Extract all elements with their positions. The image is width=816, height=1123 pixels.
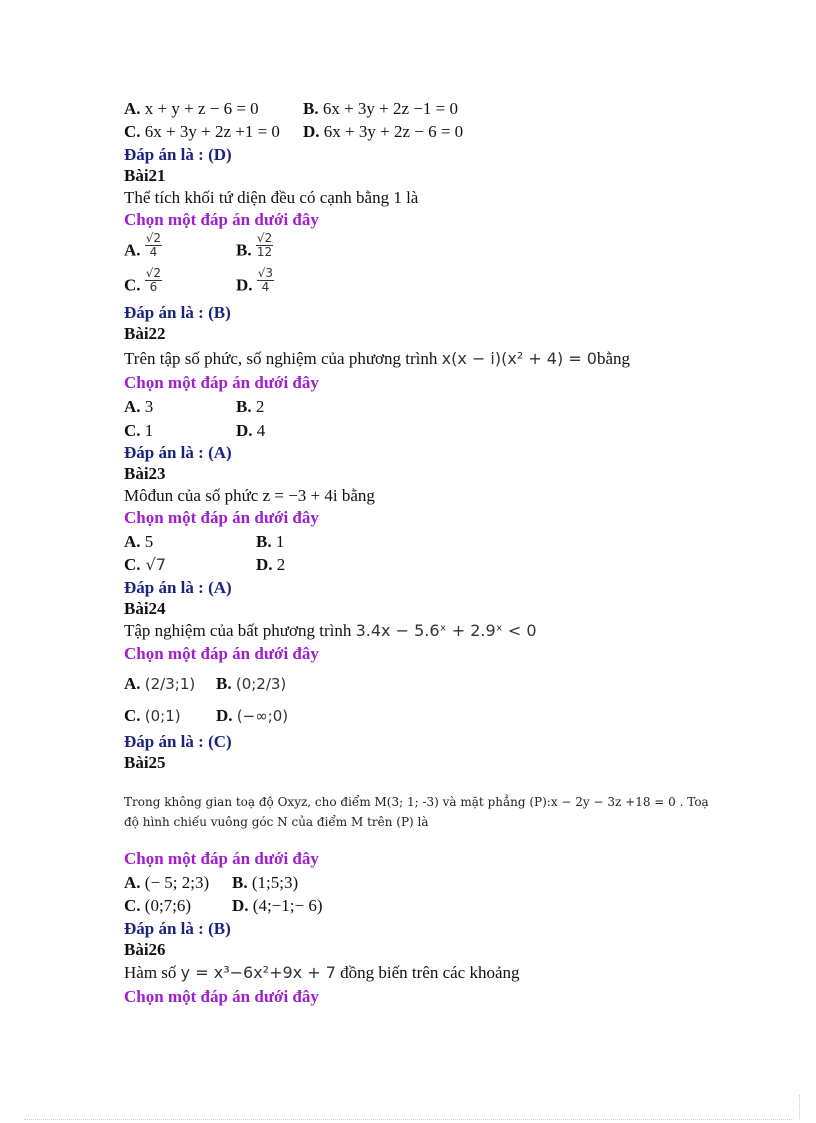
q24-opt-a-label: A.	[124, 674, 141, 693]
q22-opt-b-label: B.	[236, 397, 252, 416]
q25-opt-d	[232, 895, 322, 917]
q20-opt-c-label: C.	[124, 122, 141, 141]
q25-question-line2: độ hình chiếu vuông góc N của điểm M trên (P) là	[124, 815, 429, 829]
q23-opt-d	[256, 554, 285, 576]
q24-prompt: Chọn một đáp án dưới đây	[124, 644, 319, 663]
q24-opt-b	[216, 673, 286, 695]
q21-opt-a-label: A.	[124, 240, 141, 260]
q22-opt-c-value: 1	[140, 421, 154, 440]
q26-question-pre: Hàm số	[124, 963, 181, 982]
q24-title: Bài24	[124, 599, 166, 618]
q25-answer: Đáp án là : (B)	[124, 919, 231, 938]
q20-opt-b	[303, 98, 458, 120]
q20-opt-a-text: x + y + z − 6 = 0	[140, 99, 259, 118]
q21-title: Bài21	[124, 166, 166, 185]
q20-opt-b-label: B.	[303, 99, 319, 118]
q24-question	[124, 620, 537, 642]
q22-opt-d-label: D.	[236, 421, 253, 440]
q25-opt-b-label: B.	[232, 873, 248, 892]
q23-prompt: Chọn một đáp án dưới đây	[124, 508, 319, 527]
q25-opt-a-label: A.	[124, 873, 141, 892]
q21-opt-a-den: 4	[149, 245, 158, 259]
q23-opt-d-label: D.	[256, 555, 273, 574]
q21-opt-c	[124, 267, 162, 296]
q26-prompt: Chọn một đáp án dưới đây	[124, 987, 319, 1006]
q24-answer: Đáp án là : (C)	[124, 732, 232, 751]
q22-opt-a	[124, 396, 153, 418]
q22-opt-a-label: A.	[124, 397, 141, 416]
q25-opt-a	[124, 872, 209, 894]
q22-equation: x(x − i)(x² + 4) = 0	[441, 349, 597, 368]
q22-opt-a-value: 3	[140, 397, 154, 416]
q24-opt-b-value: (0;2/3)	[235, 675, 287, 693]
q21-opt-b-fraction	[256, 232, 273, 259]
q22-question-pre: Trên tập số phức, số nghiệm của phương trình	[124, 349, 442, 368]
page-bottom-border	[24, 1119, 792, 1120]
q26-question-post: đồng biến trên các khoảng	[340, 963, 520, 982]
q26-question	[124, 962, 520, 984]
page-corner-mark	[799, 1095, 801, 1119]
q24-question-pre: Tập nghiệm của bất phương trình	[124, 621, 356, 640]
q25-opt-d-value: (4;−1;− 6)	[248, 896, 323, 915]
q25-opt-b-value: (1;5;3)	[247, 873, 299, 892]
q22-opt-d-value: 4	[252, 421, 266, 440]
q23-opt-b	[256, 531, 284, 553]
q23-question: Môđun của số phức z = −3 + 4i bằng	[124, 486, 375, 505]
q25-question-line1: Trong không gian toạ độ Oxyz, cho điểm M(3; 1; -3) và mặt phẳng (P):x − 2y − 3z +18 = 0 . Toạ	[124, 795, 709, 809]
q24-opt-c	[124, 705, 181, 727]
q20-opt-d-label: D.	[303, 122, 320, 141]
q22-answer: Đáp án là : (A)	[124, 443, 232, 462]
q23-opt-c-label: C.	[124, 555, 141, 574]
q23-opt-c	[124, 554, 166, 576]
q22-opt-c-label: C.	[124, 421, 141, 440]
q24-equation: 3.4x − 5.6ˣ + 2.9ˣ < 0	[355, 621, 537, 640]
q21-opt-a	[124, 232, 162, 261]
q23-opt-b-label: B.	[256, 532, 272, 551]
q20-answer: Đáp án là : (D)	[124, 145, 232, 164]
q20-opt-a-label: A.	[124, 99, 141, 118]
q21-opt-c-label: C.	[124, 275, 141, 295]
q25-opt-a-value: (− 5; 2;3)	[140, 873, 210, 892]
q21-opt-c-den: 6	[149, 280, 158, 294]
q22-opt-c	[124, 420, 153, 442]
q21-opt-d-fraction	[257, 267, 274, 294]
q22-question-post: bằng	[596, 349, 631, 368]
q21-opt-b	[236, 232, 273, 261]
q21-opt-d-label: D.	[236, 275, 253, 295]
q21-opt-a-fraction	[145, 232, 162, 259]
q21-opt-b-label: B.	[236, 240, 252, 260]
q23-opt-a	[124, 531, 153, 553]
q22-question	[124, 348, 630, 370]
q25-title: Bài25	[124, 753, 166, 772]
q25-opt-b	[232, 872, 298, 894]
q22-opt-d	[236, 420, 265, 442]
q22-prompt: Chọn một đáp án dưới đây	[124, 373, 319, 392]
q21-opt-c-num: √2	[145, 266, 162, 280]
q25-opt-c-label: C.	[124, 896, 141, 915]
q22-title: Bài22	[124, 324, 166, 343]
q23-answer: Đáp án là : (A)	[124, 578, 232, 597]
q20-opt-c-text: 6x + 3y + 2z +1 = 0	[140, 122, 280, 141]
q24-opt-d-value: (−∞;0)	[236, 707, 289, 725]
q20-opt-b-text: 6x + 3y + 2z −1 = 0	[318, 99, 458, 118]
q21-opt-a-num: √2	[145, 231, 162, 245]
q24-opt-a-value: (2/3;1)	[144, 675, 196, 693]
q21-opt-d-num: √3	[257, 266, 274, 280]
q23-opt-a-value: 5	[140, 532, 154, 551]
q22-opt-b	[236, 396, 264, 418]
q24-opt-b-label: B.	[216, 674, 232, 693]
q21-opt-b-num: √2	[256, 231, 273, 245]
q25-opt-c-value: (0;7;6)	[140, 896, 192, 915]
q24-opt-c-label: C.	[124, 706, 141, 725]
q20-options-row1	[124, 98, 259, 120]
q26-equation: y = x³−6x²+9x + 7	[180, 963, 336, 982]
q21-prompt: Chọn một đáp án dưới đây	[124, 210, 319, 229]
q21-opt-b-den: 12	[256, 245, 273, 259]
q25-prompt: Chọn một đáp án dưới đây	[124, 849, 319, 868]
q21-opt-c-fraction	[145, 267, 162, 294]
q21-question: Thể tích khối tứ diện đều có cạnh bằng 1 là	[124, 188, 419, 207]
q21-opt-d	[236, 267, 274, 296]
q23-opt-b-value: 1	[271, 532, 285, 551]
q23-opt-d-value: 2	[272, 555, 286, 574]
q24-opt-d	[216, 705, 288, 727]
q25-opt-d-label: D.	[232, 896, 249, 915]
q20-opt-d	[303, 121, 463, 143]
q24-opt-c-value: (0;1)	[144, 707, 181, 725]
q20-opt-d-text: 6x + 3y + 2z − 6 = 0	[319, 122, 464, 141]
q23-opt-c-value: √7	[140, 555, 166, 574]
q23-opt-a-label: A.	[124, 532, 141, 551]
q24-opt-a	[124, 673, 195, 695]
q23-title: Bài23	[124, 464, 166, 483]
q21-opt-d-den: 4	[261, 280, 270, 294]
q20-options-row2	[124, 121, 280, 143]
q22-opt-b-value: 2	[251, 397, 265, 416]
q25-opt-c	[124, 895, 191, 917]
q26-title: Bài26	[124, 940, 166, 959]
q24-opt-d-label: D.	[216, 706, 233, 725]
q21-answer: Đáp án là : (B)	[124, 303, 231, 322]
